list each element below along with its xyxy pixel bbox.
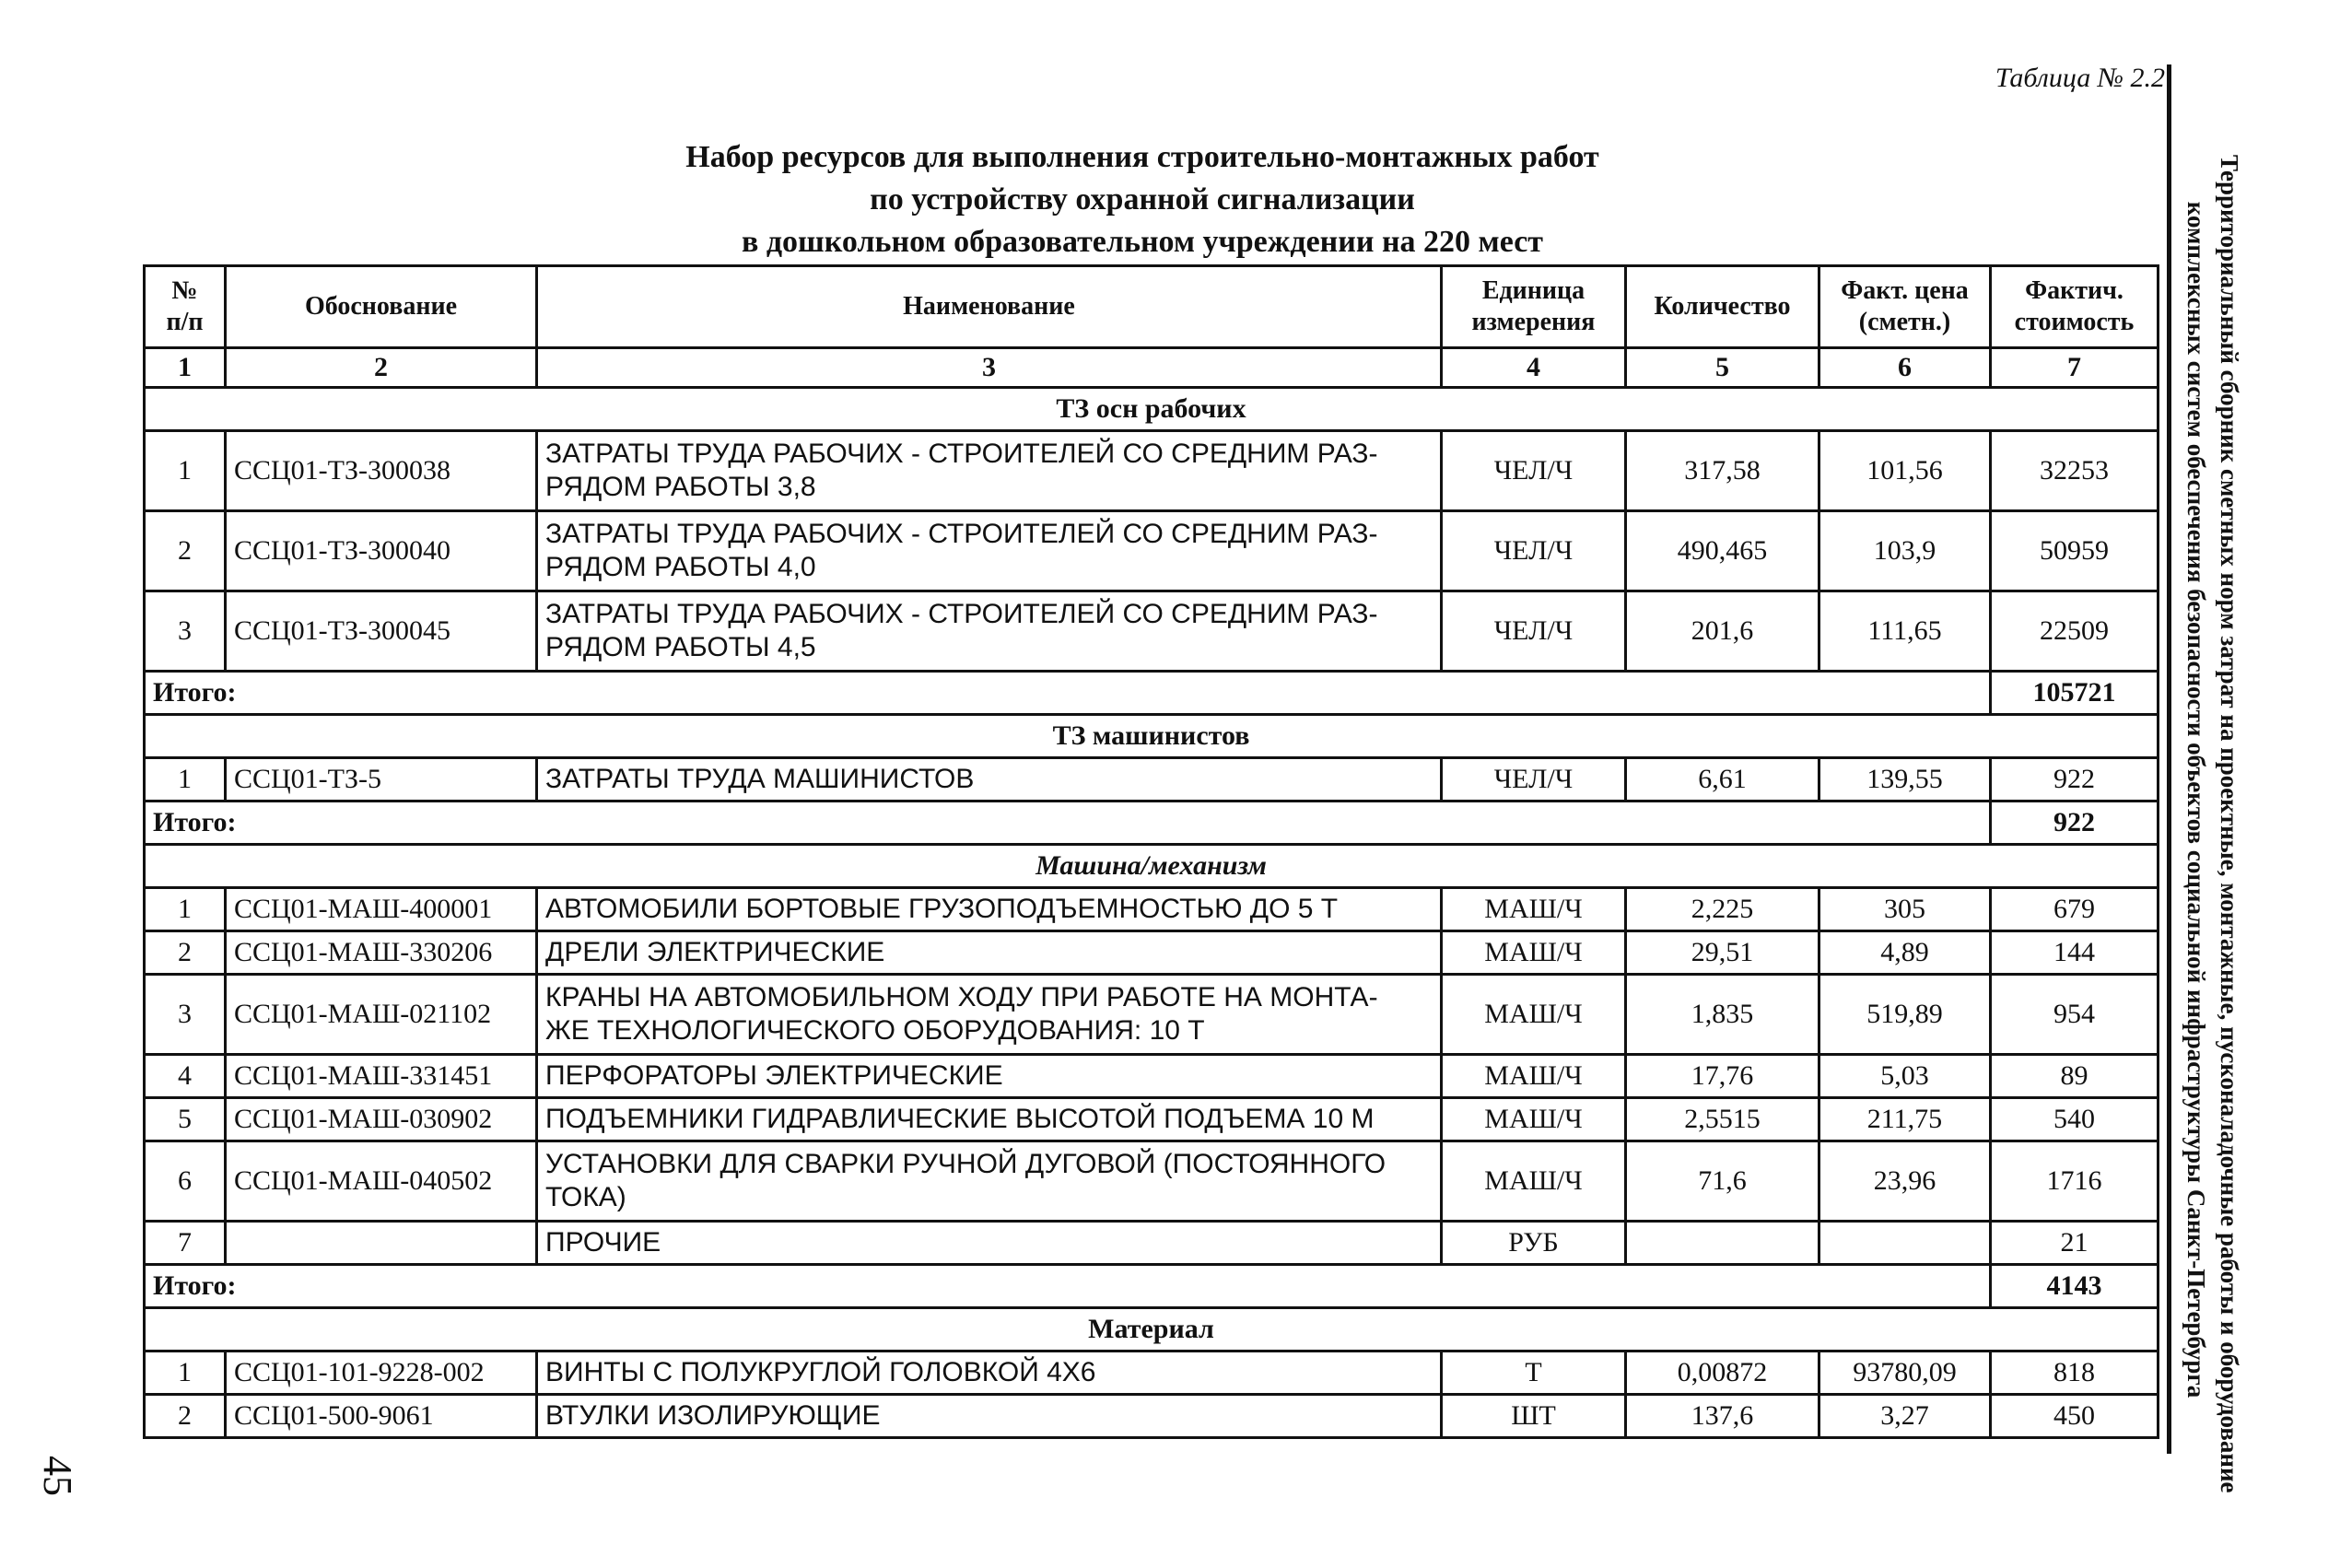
row-price: 3,27 <box>1819 1395 1991 1438</box>
row-unit: МАШ/Ч <box>1442 1141 1626 1222</box>
row-name: ПРОЧИЕ <box>537 1222 1442 1265</box>
total-row <box>145 1265 2159 1308</box>
column-number-row <box>145 348 2159 388</box>
col-num-cell: 6 <box>1819 348 1991 388</box>
side-caption <box>2180 155 2246 1493</box>
row-num: 5 <box>145 1098 226 1141</box>
table-row <box>145 511 2159 591</box>
row-num: 1 <box>145 1352 226 1395</box>
right-margin-rule <box>2167 64 2171 1454</box>
header-qty: Количество <box>1626 266 1819 348</box>
row-num: 1 <box>145 758 226 802</box>
row-price: 5,03 <box>1819 1055 1991 1098</box>
row-name: ПЕРФОРАТОРЫ ЭЛЕКТРИЧЕСКИЕ <box>537 1055 1442 1098</box>
table-row <box>145 758 2159 802</box>
row-code: ССЦ01-ТЗ-5 <box>226 758 537 802</box>
row-num: 2 <box>145 931 226 975</box>
row-unit: МАШ/Ч <box>1442 1055 1626 1098</box>
row-cost: 450 <box>1991 1395 2159 1438</box>
row-code: ССЦ01-ТЗ-300038 <box>226 431 537 511</box>
side-caption-line-2: комплексных систем обеспечения безопасности объектов социальной инфраструктуры Санкт-Петербурга <box>2182 201 2210 1398</box>
row-name: АВТОМОБИЛИ БОРТОВЫЕ ГРУЗОПОДЪЕМНОСТЬЮ ДО 5 Т <box>537 888 1442 931</box>
row-num: 1 <box>145 888 226 931</box>
total-label: Итого: <box>145 1265 1991 1308</box>
row-num: 7 <box>145 1222 226 1265</box>
row-name: ДРЕЛИ ЭЛЕКТРИЧЕСКИЕ <box>537 931 1442 975</box>
row-code: ССЦ01-ТЗ-300040 <box>226 511 537 591</box>
row-qty <box>1626 1222 1819 1265</box>
row-unit: ЧЕЛ/Ч <box>1442 758 1626 802</box>
row-name: ЗАТРАТЫ ТРУДА МАШИНИСТОВ <box>537 758 1442 802</box>
header-basis: Обоснование <box>226 266 537 348</box>
table-row <box>145 1055 2159 1098</box>
page-number: 45 <box>35 1456 80 1496</box>
total-value: 922 <box>1991 802 2159 845</box>
row-cost: 89 <box>1991 1055 2159 1098</box>
row-num: 2 <box>145 511 226 591</box>
row-price: 519,89 <box>1819 975 1991 1055</box>
row-price: 93780,09 <box>1819 1352 1991 1395</box>
total-label: Итого: <box>145 802 1991 845</box>
section-header <box>145 388 2159 431</box>
header-row <box>145 266 2159 348</box>
page-title <box>138 136 2147 263</box>
row-code: ССЦ01-МАШ-400001 <box>226 888 537 931</box>
row-qty: 2,225 <box>1626 888 1819 931</box>
row-name: ЗАТРАТЫ ТРУДА РАБОЧИХ - СТРОИТЕЛЕЙ СО СРЕДНИМ РАЗ- РЯДОМ РАБОТЫ 4,5 <box>537 591 1442 672</box>
table-row <box>145 1352 2159 1395</box>
header-unit: Единица измерения <box>1442 266 1626 348</box>
col-num-cell: 5 <box>1626 348 1819 388</box>
col-num-cell: 2 <box>226 348 537 388</box>
resources-table <box>143 264 2159 1439</box>
header-num: № п/п <box>145 266 226 348</box>
row-cost: 679 <box>1991 888 2159 931</box>
row-unit: ЧЕЛ/Ч <box>1442 431 1626 511</box>
row-qty: 1,835 <box>1626 975 1819 1055</box>
table-row <box>145 431 2159 511</box>
row-qty: 6,61 <box>1626 758 1819 802</box>
row-code: ССЦ01-МАШ-040502 <box>226 1141 537 1222</box>
row-unit: ШТ <box>1442 1395 1626 1438</box>
row-cost: 22509 <box>1991 591 2159 672</box>
row-unit: Т <box>1442 1352 1626 1395</box>
row-name: ВТУЛКИ ИЗОЛИРУЮЩИЕ <box>537 1395 1442 1438</box>
col-num-cell: 7 <box>1991 348 2159 388</box>
row-cost: 144 <box>1991 931 2159 975</box>
section-title: ТЗ осн рабочих <box>145 388 2159 431</box>
row-name: УСТАНОВКИ ДЛЯ СВАРКИ РУЧНОЙ ДУГОВОЙ (ПОСТОЯННОГО ТОКА) <box>537 1141 1442 1222</box>
row-code: ССЦ01-ТЗ-300045 <box>226 591 537 672</box>
row-unit: МАШ/Ч <box>1442 888 1626 931</box>
table-row <box>145 1141 2159 1222</box>
table-row <box>145 1222 2159 1265</box>
header-name: Наименование <box>537 266 1442 348</box>
row-name: КРАНЫ НА АВТОМОБИЛЬНОМ ХОДУ ПРИ РАБОТЕ НА МОНТА- ЖЕ ТЕХНОЛОГИЧЕСКОГО ОБОРУДОВАНИЯ: 10 Т <box>537 975 1442 1055</box>
row-price: 211,75 <box>1819 1098 1991 1141</box>
row-name: ПОДЪЕМНИКИ ГИДРАВЛИЧЕСКИЕ ВЫСОТОЙ ПОДЪЕМА 10 М <box>537 1098 1442 1141</box>
table-number-label: Таблица № 2.2 <box>1995 63 2165 93</box>
col-num-cell: 4 <box>1442 348 1626 388</box>
row-cost: 922 <box>1991 758 2159 802</box>
section-title: Машина/механизм <box>145 845 2159 888</box>
row-qty: 17,76 <box>1626 1055 1819 1098</box>
row-price: 103,9 <box>1819 511 1991 591</box>
row-num: 1 <box>145 431 226 511</box>
header-price: Факт. цена (сметн.) <box>1819 266 1991 348</box>
row-code: ССЦ01-500-9061 <box>226 1395 537 1438</box>
row-num: 3 <box>145 591 226 672</box>
title-line-1: Набор ресурсов для выполнения строительно-монтажных работ <box>685 140 1599 174</box>
row-qty: 0,00872 <box>1626 1352 1819 1395</box>
row-unit: МАШ/Ч <box>1442 1098 1626 1141</box>
row-name: ВИНТЫ С ПОЛУКРУГЛОЙ ГОЛОВКОЙ 4Х6 <box>537 1352 1442 1395</box>
section-header <box>145 845 2159 888</box>
row-code: ССЦ01-101-9228-002 <box>226 1352 537 1395</box>
side-caption-line-1: Территориальный сборник сметных норм затрат на проектные, монтажные, пусконаладочные работы и оборудование <box>2216 155 2243 1493</box>
row-unit: РУБ <box>1442 1222 1626 1265</box>
table-row <box>145 591 2159 672</box>
total-value: 105721 <box>1991 672 2159 715</box>
row-price: 23,96 <box>1819 1141 1991 1222</box>
row-name: ЗАТРАТЫ ТРУДА РАБОЧИХ - СТРОИТЕЛЕЙ СО СРЕДНИМ РАЗ- РЯДОМ РАБОТЫ 3,8 <box>537 431 1442 511</box>
row-cost: 540 <box>1991 1098 2159 1141</box>
table-row <box>145 931 2159 975</box>
header-cost: Фактич. стоимость <box>1991 266 2159 348</box>
row-price: 4,89 <box>1819 931 1991 975</box>
row-qty: 201,6 <box>1626 591 1819 672</box>
table-row <box>145 1395 2159 1438</box>
table-row <box>145 975 2159 1055</box>
row-unit: МАШ/Ч <box>1442 975 1626 1055</box>
row-num: 4 <box>145 1055 226 1098</box>
row-qty: 137,6 <box>1626 1395 1819 1438</box>
row-num: 6 <box>145 1141 226 1222</box>
col-num-cell: 1 <box>145 348 226 388</box>
col-num-cell: 3 <box>537 348 1442 388</box>
row-cost: 32253 <box>1991 431 2159 511</box>
row-code: ССЦ01-МАШ-030902 <box>226 1098 537 1141</box>
row-cost: 818 <box>1991 1352 2159 1395</box>
row-price: 101,56 <box>1819 431 1991 511</box>
row-num: 2 <box>145 1395 226 1438</box>
row-code: ССЦ01-МАШ-021102 <box>226 975 537 1055</box>
section-title: Материал <box>145 1308 2159 1352</box>
row-num: 3 <box>145 975 226 1055</box>
row-code: ССЦ01-МАШ-331451 <box>226 1055 537 1098</box>
section-title: ТЗ машинистов <box>145 715 2159 758</box>
title-line-2: по устройству охранной сигнализации <box>870 182 1415 216</box>
row-price: 111,65 <box>1819 591 1991 672</box>
row-unit: ЧЕЛ/Ч <box>1442 591 1626 672</box>
table-row <box>145 888 2159 931</box>
title-line-3: в дошкольном образовательном учреждении на 220 мест <box>741 225 1543 259</box>
row-qty: 71,6 <box>1626 1141 1819 1222</box>
row-price: 305 <box>1819 888 1991 931</box>
row-code <box>226 1222 537 1265</box>
row-code: ССЦ01-МАШ-330206 <box>226 931 537 975</box>
row-price: 139,55 <box>1819 758 1991 802</box>
row-cost: 1716 <box>1991 1141 2159 1222</box>
total-value: 4143 <box>1991 1265 2159 1308</box>
row-qty: 2,5515 <box>1626 1098 1819 1141</box>
row-qty: 29,51 <box>1626 931 1819 975</box>
row-unit: МАШ/Ч <box>1442 931 1626 975</box>
section-header <box>145 1308 2159 1352</box>
row-cost: 50959 <box>1991 511 2159 591</box>
row-name: ЗАТРАТЫ ТРУДА РАБОЧИХ - СТРОИТЕЛЕЙ СО СРЕДНИМ РАЗ- РЯДОМ РАБОТЫ 4,0 <box>537 511 1442 591</box>
table-row <box>145 1098 2159 1141</box>
row-cost: 954 <box>1991 975 2159 1055</box>
row-qty: 317,58 <box>1626 431 1819 511</box>
section-header <box>145 715 2159 758</box>
row-cost: 21 <box>1991 1222 2159 1265</box>
total-label: Итого: <box>145 672 1991 715</box>
row-qty: 490,465 <box>1626 511 1819 591</box>
row-unit: ЧЕЛ/Ч <box>1442 511 1626 591</box>
total-row <box>145 802 2159 845</box>
row-price <box>1819 1222 1991 1265</box>
total-row <box>145 672 2159 715</box>
